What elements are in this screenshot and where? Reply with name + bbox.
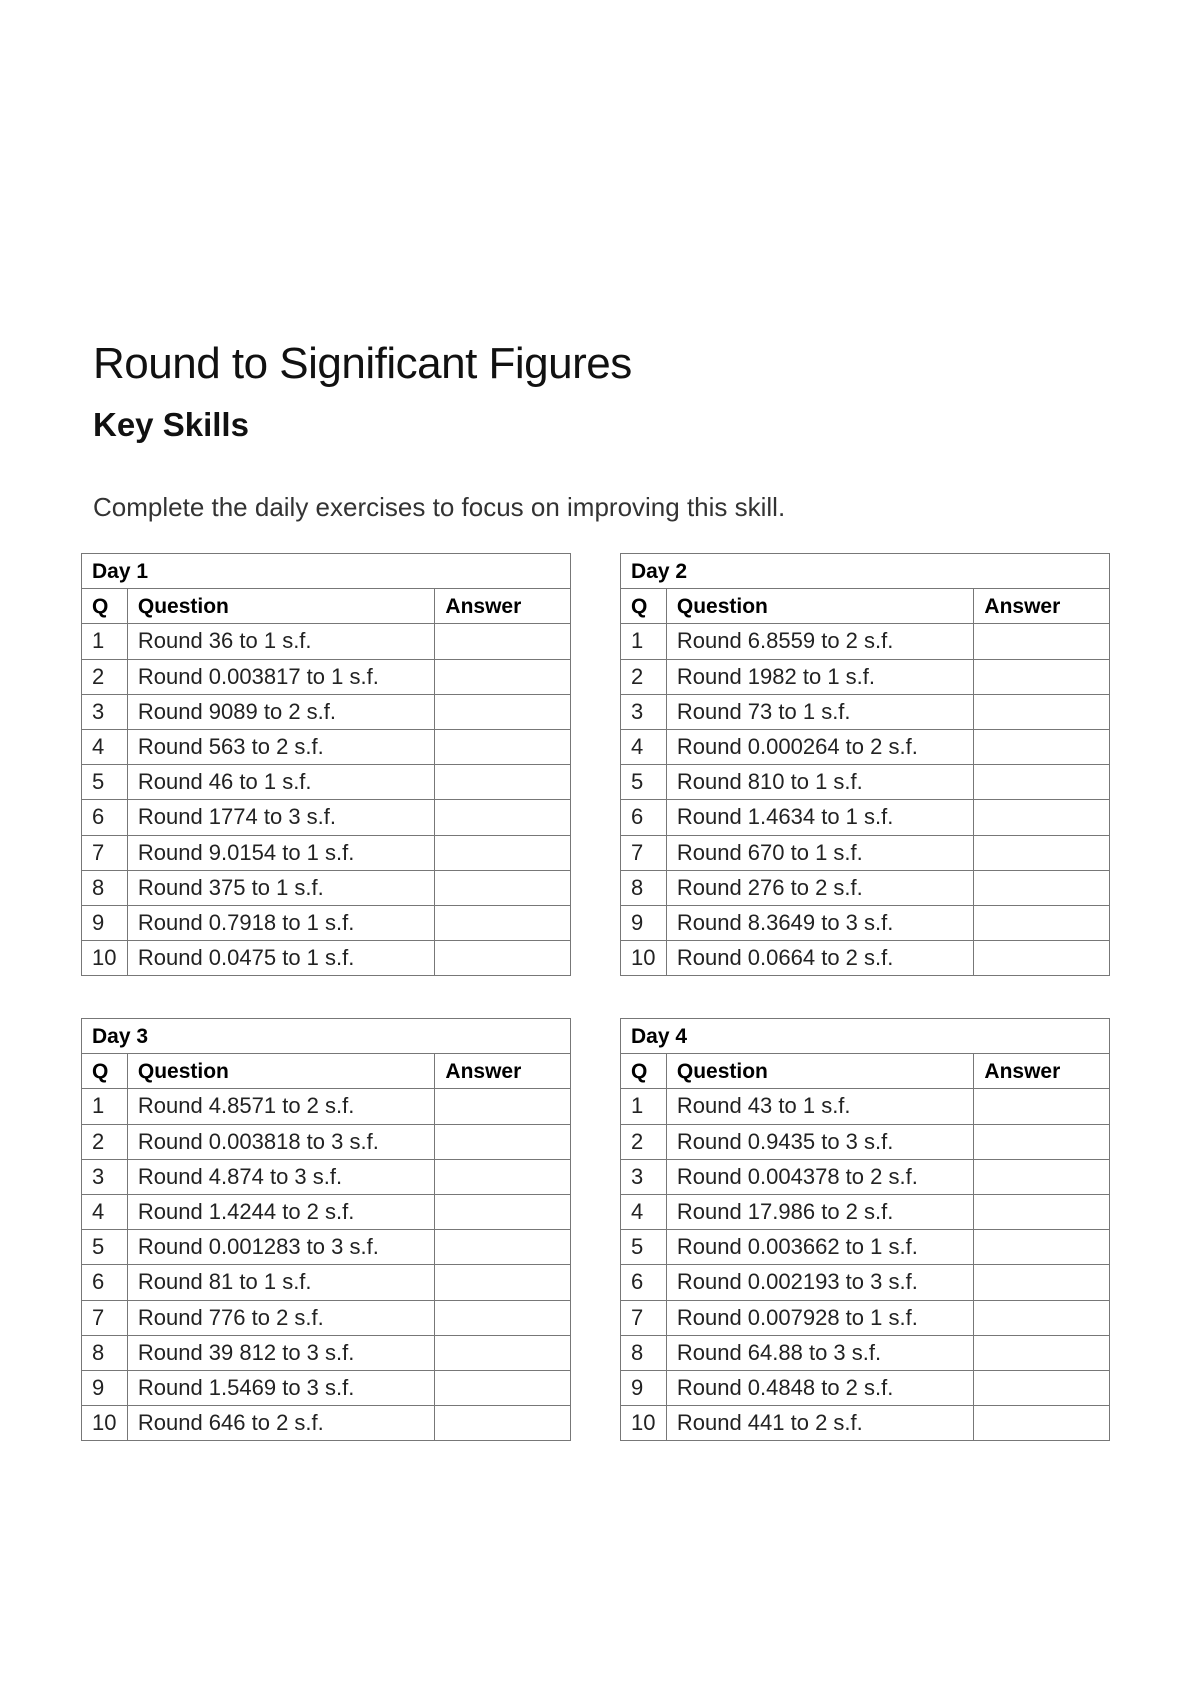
table-row [82, 1159, 571, 1194]
question-text: Round 17.986 to 2 s.f. [666, 1194, 974, 1229]
column-header-q: Q [621, 589, 667, 624]
table-row [82, 1230, 571, 1265]
question-text: Round 0.003818 to 3 s.f. [127, 1124, 435, 1159]
question-text: Round 0.9435 to 3 s.f. [666, 1124, 974, 1159]
answer-cell[interactable] [974, 765, 1110, 800]
answer-cell[interactable] [435, 800, 571, 835]
answer-cell[interactable] [435, 694, 571, 729]
table-row [621, 1406, 1110, 1441]
table-row [82, 694, 571, 729]
question-text: Round 36 to 1 s.f. [127, 624, 435, 659]
column-header-answer: Answer [435, 1054, 571, 1089]
table-row [621, 800, 1110, 835]
table-row [82, 659, 571, 694]
answer-cell[interactable] [435, 1335, 571, 1370]
answer-cell[interactable] [974, 905, 1110, 940]
table-row [621, 1300, 1110, 1335]
question-number: 6 [621, 1265, 667, 1300]
question-number: 8 [621, 870, 667, 905]
answer-cell[interactable] [435, 624, 571, 659]
question-text: Round 0.004378 to 2 s.f. [666, 1159, 974, 1194]
question-number: 6 [621, 800, 667, 835]
question-number: 9 [82, 905, 128, 940]
answer-cell[interactable] [974, 1406, 1110, 1441]
question-text: Round 1.5469 to 3 s.f. [127, 1370, 435, 1405]
question-text: Round 46 to 1 s.f. [127, 765, 435, 800]
answer-cell[interactable] [435, 1194, 571, 1229]
question-number: 4 [621, 1194, 667, 1229]
answer-cell[interactable] [435, 1265, 571, 1300]
answer-cell[interactable] [435, 659, 571, 694]
question-number: 3 [621, 1159, 667, 1194]
answer-cell[interactable] [435, 835, 571, 870]
question-number: 2 [621, 1124, 667, 1159]
question-text: Round 441 to 2 s.f. [666, 1406, 974, 1441]
question-number: 8 [82, 870, 128, 905]
question-text: Round 64.88 to 3 s.f. [666, 1335, 974, 1370]
question-number: 6 [82, 1265, 128, 1300]
question-number: 7 [82, 1300, 128, 1335]
answer-cell[interactable] [974, 1370, 1110, 1405]
question-text: Round 0.002193 to 3 s.f. [666, 1265, 974, 1300]
answer-cell[interactable] [435, 905, 571, 940]
answer-cell[interactable] [974, 1230, 1110, 1265]
table-row [621, 624, 1110, 659]
question-number: 7 [82, 835, 128, 870]
question-text: Round 0.7918 to 1 s.f. [127, 905, 435, 940]
column-header-q: Q [82, 589, 128, 624]
column-header-question: Question [127, 589, 435, 624]
question-number: 9 [621, 905, 667, 940]
day-4-table [620, 1018, 1110, 1441]
question-text: Round 9089 to 2 s.f. [127, 694, 435, 729]
table-row [82, 1335, 571, 1370]
question-text: Round 1982 to 1 s.f. [666, 659, 974, 694]
answer-cell[interactable] [435, 729, 571, 764]
table-row [82, 941, 571, 976]
answer-cell[interactable] [435, 1159, 571, 1194]
question-text: Round 0.000264 to 2 s.f. [666, 729, 974, 764]
answer-cell[interactable] [974, 1124, 1110, 1159]
table-row [621, 941, 1110, 976]
answer-cell[interactable] [974, 1089, 1110, 1124]
question-number: 7 [621, 1300, 667, 1335]
question-text: Round 776 to 2 s.f. [127, 1300, 435, 1335]
answer-cell[interactable] [974, 800, 1110, 835]
question-text: Round 646 to 2 s.f. [127, 1406, 435, 1441]
table-row [621, 905, 1110, 940]
question-text: Round 0.4848 to 2 s.f. [666, 1370, 974, 1405]
question-number: 6 [82, 800, 128, 835]
question-number: 3 [82, 1159, 128, 1194]
question-text: Round 670 to 1 s.f. [666, 835, 974, 870]
table-row [621, 1265, 1110, 1300]
table-row [82, 729, 571, 764]
answer-cell[interactable] [974, 659, 1110, 694]
question-text: Round 1.4244 to 2 s.f. [127, 1194, 435, 1229]
question-text: Round 0.003817 to 1 s.f. [127, 659, 435, 694]
question-number: 7 [621, 835, 667, 870]
page-title: Round to Significant Figures [93, 339, 632, 388]
question-number: 1 [621, 624, 667, 659]
answer-cell[interactable] [974, 941, 1110, 976]
question-number: 10 [82, 941, 128, 976]
answer-cell[interactable] [974, 1335, 1110, 1370]
day-1-label: Day 1 [82, 554, 571, 589]
table-row [82, 765, 571, 800]
question-text: Round 0.003662 to 1 s.f. [666, 1230, 974, 1265]
day-2-table [620, 553, 1110, 976]
question-text: Round 0.0475 to 1 s.f. [127, 941, 435, 976]
question-number: 5 [82, 765, 128, 800]
question-text: Round 563 to 2 s.f. [127, 729, 435, 764]
question-text: Round 4.874 to 3 s.f. [127, 1159, 435, 1194]
question-number: 10 [621, 1406, 667, 1441]
question-number: 4 [82, 729, 128, 764]
answer-cell[interactable] [974, 729, 1110, 764]
question-text: Round 8.3649 to 3 s.f. [666, 905, 974, 940]
table-row [82, 1406, 571, 1441]
question-number: 3 [82, 694, 128, 729]
question-number: 2 [82, 1124, 128, 1159]
table-row [621, 659, 1110, 694]
page-subtitle: Key Skills [93, 406, 249, 443]
column-header-answer: Answer [974, 589, 1110, 624]
answer-cell[interactable] [974, 1300, 1110, 1335]
answer-cell[interactable] [974, 1159, 1110, 1194]
question-text: Round 9.0154 to 1 s.f. [127, 835, 435, 870]
table-row [82, 835, 571, 870]
answer-cell[interactable] [435, 765, 571, 800]
table-row [82, 800, 571, 835]
table-row [82, 1300, 571, 1335]
answer-cell[interactable] [974, 835, 1110, 870]
column-header-q: Q [82, 1054, 128, 1089]
column-header-question: Question [127, 1054, 435, 1089]
table-row [82, 870, 571, 905]
table-row [82, 624, 571, 659]
question-number: 5 [82, 1230, 128, 1265]
question-text: Round 0.007928 to 1 s.f. [666, 1300, 974, 1335]
question-text: Round 73 to 1 s.f. [666, 694, 974, 729]
question-number: 4 [621, 729, 667, 764]
question-number: 3 [621, 694, 667, 729]
question-number: 10 [621, 941, 667, 976]
table-row [82, 1124, 571, 1159]
table-row [621, 1335, 1110, 1370]
question-number: 10 [82, 1406, 128, 1441]
table-row [621, 870, 1110, 905]
question-text: Round 810 to 1 s.f. [666, 765, 974, 800]
table-row [621, 1194, 1110, 1229]
table-row [621, 1159, 1110, 1194]
intro-text: Complete the daily exercises to focus on improving this skill. [93, 492, 786, 522]
column-header-q: Q [621, 1054, 667, 1089]
table-row [82, 905, 571, 940]
column-header-answer: Answer [974, 1054, 1110, 1089]
question-number: 1 [82, 624, 128, 659]
question-number: 8 [621, 1335, 667, 1370]
question-number: 4 [82, 1194, 128, 1229]
question-text: Round 0.0664 to 2 s.f. [666, 941, 974, 976]
answer-cell[interactable] [974, 694, 1110, 729]
answer-cell[interactable] [435, 1124, 571, 1159]
question-text: Round 4.8571 to 2 s.f. [127, 1089, 435, 1124]
answer-cell[interactable] [435, 1300, 571, 1335]
question-text: Round 81 to 1 s.f. [127, 1265, 435, 1300]
answer-cell[interactable] [435, 1370, 571, 1405]
question-number: 2 [621, 659, 667, 694]
question-text: Round 39 812 to 3 s.f. [127, 1335, 435, 1370]
question-number: 1 [82, 1089, 128, 1124]
answer-cell[interactable] [435, 1406, 571, 1441]
answer-cell[interactable] [435, 870, 571, 905]
question-text: Round 1774 to 3 s.f. [127, 800, 435, 835]
day-4-label: Day 4 [621, 1019, 1110, 1054]
question-text: Round 276 to 2 s.f. [666, 870, 974, 905]
table-row [621, 1370, 1110, 1405]
table-row [621, 1124, 1110, 1159]
table-row [621, 729, 1110, 764]
answer-cell[interactable] [974, 1194, 1110, 1229]
question-text: Round 6.8559 to 2 s.f. [666, 624, 974, 659]
column-header-question: Question [666, 589, 974, 624]
answer-cell[interactable] [974, 1265, 1110, 1300]
question-number: 2 [82, 659, 128, 694]
day-3-table [81, 1018, 571, 1441]
table-row [82, 1265, 571, 1300]
day-1-table [81, 553, 571, 976]
day-2-label: Day 2 [621, 554, 1110, 589]
table-row [82, 1194, 571, 1229]
table-row [621, 1089, 1110, 1124]
day-3-label: Day 3 [82, 1019, 571, 1054]
question-number: 8 [82, 1335, 128, 1370]
table-row [621, 765, 1110, 800]
question-number: 9 [621, 1370, 667, 1405]
table-row [621, 1230, 1110, 1265]
question-text: Round 375 to 1 s.f. [127, 870, 435, 905]
question-number: 9 [82, 1370, 128, 1405]
question-text: Round 43 to 1 s.f. [666, 1089, 974, 1124]
table-row [82, 1089, 571, 1124]
answer-cell[interactable] [435, 1089, 571, 1124]
answer-cell[interactable] [435, 941, 571, 976]
question-number: 5 [621, 1230, 667, 1265]
column-header-question: Question [666, 1054, 974, 1089]
table-row [82, 1370, 571, 1405]
answer-cell[interactable] [974, 870, 1110, 905]
question-text: Round 0.001283 to 3 s.f. [127, 1230, 435, 1265]
answer-cell[interactable] [974, 624, 1110, 659]
table-row [621, 694, 1110, 729]
answer-cell[interactable] [435, 1230, 571, 1265]
table-row [621, 835, 1110, 870]
question-text: Round 1.4634 to 1 s.f. [666, 800, 974, 835]
question-number: 5 [621, 765, 667, 800]
question-number: 1 [621, 1089, 667, 1124]
column-header-answer: Answer [435, 589, 571, 624]
